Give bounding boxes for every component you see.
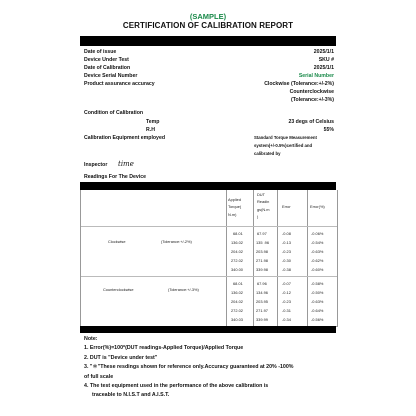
tolerance-clockwise: (Tolerance:+/-2%) bbox=[161, 239, 192, 244]
cell-error-percent: -0.64% bbox=[311, 308, 324, 313]
cell-error: -0.34 bbox=[282, 317, 291, 322]
note-3-cont: of full scale bbox=[84, 373, 114, 380]
col-divider bbox=[226, 190, 227, 326]
accuracy-ccw: Counterclockwise bbox=[289, 89, 334, 95]
col-divider bbox=[253, 190, 254, 326]
header-error-percent: Error(%) bbox=[310, 204, 325, 209]
cell-applied: 340.00 bbox=[231, 267, 243, 272]
date-cal-label: Date of Calibration bbox=[84, 65, 131, 71]
inspector-label: Inspector bbox=[84, 162, 108, 168]
serial-label: Device Serial Number bbox=[84, 73, 138, 79]
cell-applied: 68.01 bbox=[233, 281, 243, 286]
direction-clockwise: Clockwise bbox=[108, 239, 126, 244]
cell-applied: 204.02 bbox=[231, 299, 243, 304]
cell-error-percent: -0.62% bbox=[311, 258, 324, 263]
cell-error: -0.12 bbox=[282, 290, 291, 295]
cell-error-percent: -0.63% bbox=[311, 249, 324, 254]
cell-error-percent: -0.06% bbox=[311, 231, 324, 236]
notes-title: Note: bbox=[84, 336, 98, 342]
accuracy-label: Product assurance accuracy bbox=[84, 81, 155, 87]
note-3: 3. "＊"These resdings shown for reference only.Accuracy guaranteed at 20% -100% bbox=[84, 364, 294, 371]
serial-value: Serial Number bbox=[298, 73, 334, 79]
cell-dut: 135 .96 bbox=[256, 240, 269, 245]
sample-label: (SAMPLE) bbox=[189, 12, 227, 21]
group-rule bbox=[81, 276, 337, 277]
cell-dut: 67.96 bbox=[257, 281, 267, 286]
cell-applied: 204.02 bbox=[231, 249, 243, 254]
accuracy-cw: Clockwise (Tolerance:+/-2%) bbox=[264, 81, 334, 87]
cell-dut: 203.95 bbox=[256, 299, 268, 304]
report-title: CERTIFICATION OF CALIBRATION REPORT bbox=[122, 21, 294, 30]
date-cal-value: 2025/1/1 bbox=[313, 65, 334, 71]
date-issue-label: Date of issue bbox=[84, 49, 117, 55]
cell-error-percent: -0.54% bbox=[311, 240, 324, 245]
cell-applied: 340.03 bbox=[231, 317, 243, 322]
note-4-cont: traceable to N.I.S.T and A.I.S.T. bbox=[92, 392, 170, 399]
cell-error: -0.31 bbox=[282, 308, 291, 313]
cell-applied: 136.02 bbox=[231, 240, 243, 245]
cell-dut: 203.98 bbox=[256, 249, 268, 254]
readings-table bbox=[80, 190, 338, 327]
equipment-line-1: Standard Torque Measurement bbox=[254, 135, 317, 140]
table-top-bar bbox=[80, 182, 336, 190]
cell-error: -0.23 bbox=[282, 249, 291, 254]
certificate-sheet bbox=[80, 8, 336, 412]
notes-block bbox=[84, 335, 294, 401]
cell-error: -0.07 bbox=[282, 281, 291, 286]
cell-error-percent: -0.63% bbox=[311, 299, 324, 304]
cell-dut: 134.96 bbox=[256, 290, 268, 295]
temp-label: Temp bbox=[146, 119, 160, 125]
date-issue-value: 2025/1/1 bbox=[313, 49, 334, 55]
tolerance-counterclockwise: (Tolerance:+/-3%) bbox=[168, 287, 199, 292]
note-2: 2. DUT is "Device under test" bbox=[84, 354, 158, 361]
cell-applied: 136.02 bbox=[231, 290, 243, 295]
cell-dut: 339.98 bbox=[256, 267, 268, 272]
cell-dut: 271.98 bbox=[256, 258, 268, 263]
cell-error: -0.08 bbox=[282, 231, 291, 236]
device-value: SKU # bbox=[318, 57, 334, 63]
cell-error: -0.13 bbox=[282, 240, 291, 245]
cell-error: -0.38 bbox=[282, 267, 291, 272]
cell-applied: 272.02 bbox=[231, 258, 243, 263]
col-divider bbox=[277, 190, 278, 326]
condition-label: Condition of Calibration bbox=[84, 110, 144, 116]
header-dut-readings: DUT Readin gs(N.m ) bbox=[257, 192, 270, 220]
cell-dut: 67.97 bbox=[257, 231, 267, 236]
cell-dut: 339.99 bbox=[256, 317, 268, 322]
device-label: Device Under Test bbox=[84, 57, 129, 63]
cell-error: -0.23 bbox=[282, 299, 291, 304]
cell-error-percent: -0.60% bbox=[311, 267, 324, 272]
cell-error: -0.30 bbox=[282, 258, 291, 263]
col-divider bbox=[307, 190, 308, 326]
equipment-label: Calibration Equipment employed bbox=[84, 135, 165, 141]
note-4: 4. The test equipment used in the performance of the above calibration is bbox=[84, 383, 269, 390]
rh-value: 55% bbox=[323, 127, 334, 133]
equipment-line-3: calibrated by bbox=[254, 151, 281, 156]
accuracy-ccw-tolerance: (Tolerance:+/-3%) bbox=[291, 97, 334, 103]
header-divider-bar bbox=[80, 36, 336, 46]
note-1: 1. Error(%)=100*(DUT readings-Applied Torque)/Applied Torque bbox=[84, 345, 244, 352]
inspector-signature: time bbox=[118, 160, 134, 168]
cell-applied: 272.02 bbox=[231, 308, 243, 313]
table-bottom-bar bbox=[80, 326, 336, 333]
cell-error-percent: -0.58% bbox=[311, 281, 324, 286]
header-applied-torque: Applied Torque( N.m) bbox=[228, 197, 242, 217]
cell-error-percent: -0.50% bbox=[311, 290, 324, 295]
header-error: Error bbox=[282, 204, 291, 209]
header-rule bbox=[81, 226, 337, 227]
rh-label: R.H bbox=[146, 127, 155, 133]
cell-applied: 68.01 bbox=[233, 231, 243, 236]
temp-value: 23 degs of Celsius bbox=[288, 119, 334, 125]
direction-counterclockwise: Counterclockwise bbox=[103, 287, 134, 292]
cell-dut: 271.97 bbox=[256, 308, 268, 313]
readings-label: Readings For The Device bbox=[84, 174, 146, 180]
cell-error-percent: -0.56% bbox=[311, 317, 324, 322]
equipment-line-2: system(+/-0.5%)certified and bbox=[254, 143, 313, 148]
